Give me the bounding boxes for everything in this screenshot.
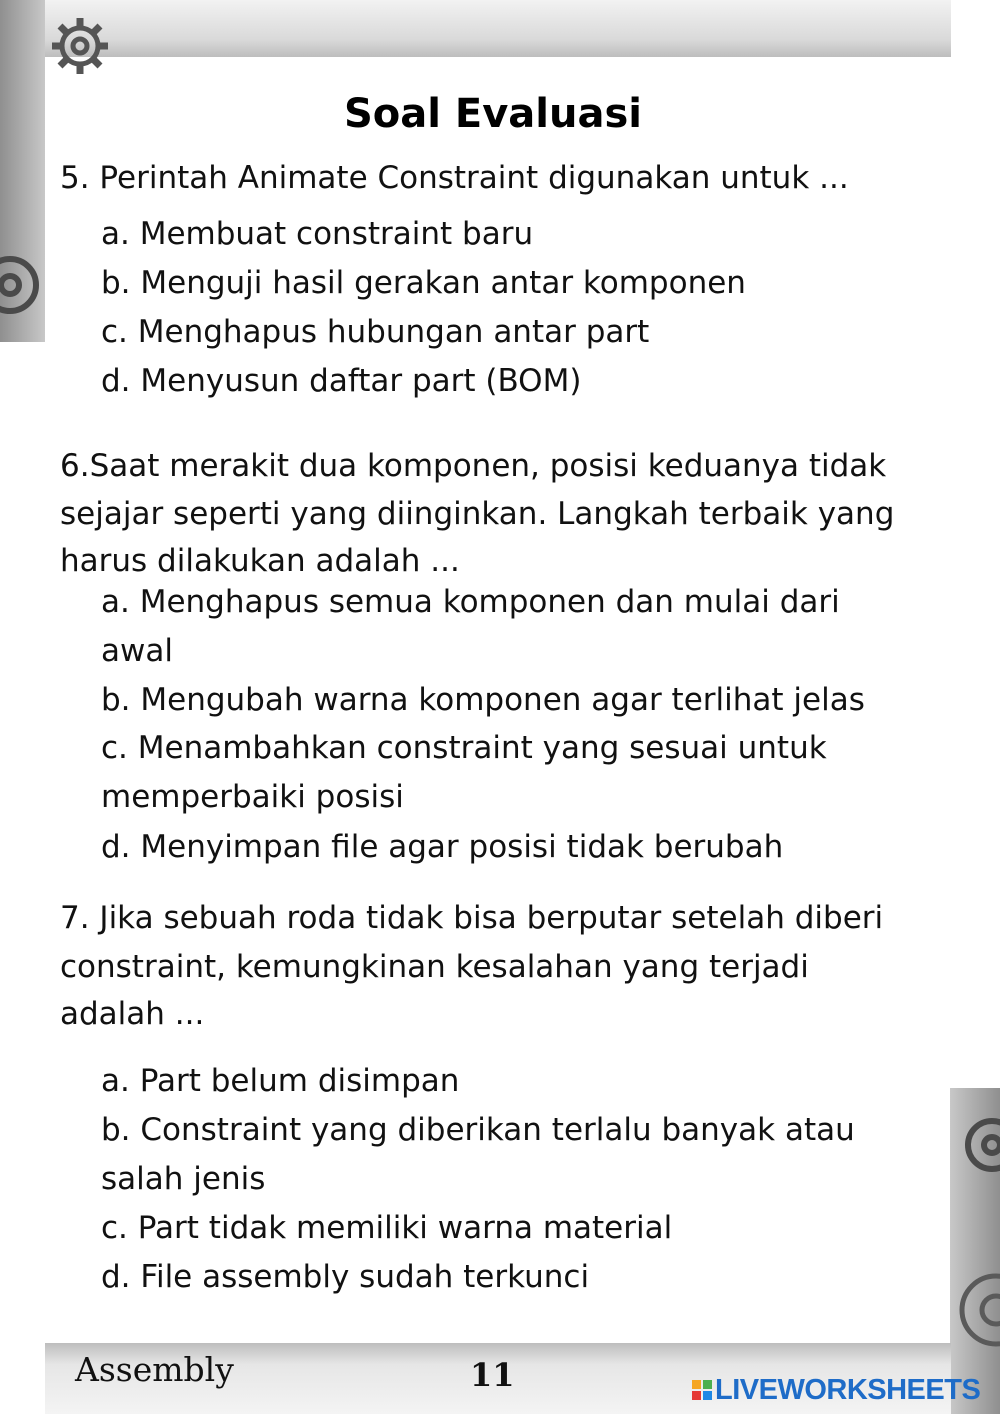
question-5-option-a: a. Membuat constraint baru (101, 216, 534, 252)
question-6-option-b: b. Mengubah warna komponen agar terlihat jelas (101, 682, 865, 718)
question-6-option-a: a. Menghapus semua komponen dan mulai dari (101, 584, 840, 620)
liveworksheets-brand[interactable] (692, 1372, 980, 1408)
header-decoration-band (45, 0, 951, 57)
question-5-option-b: b. Menguji hasil gerakan antar komponen (101, 265, 746, 301)
footer-chapter-label: Assembly (75, 1350, 234, 1389)
gear-icon (952, 1100, 1000, 1190)
question-6-option-c-continued: memperbaiki posisi (101, 779, 404, 815)
question-6-text-line-1: 6.Saat merakit dua komponen, posisi keduanya tidak (60, 448, 887, 484)
gear-icon (0, 240, 46, 330)
brand-text: LIVEWORKSHEETS (715, 1373, 981, 1406)
question-7-option-a: a. Part belum disimpan (101, 1063, 460, 1099)
question-5-option-c: c. Menghapus hubungan antar part (101, 314, 650, 350)
question-7-text-line-2: constraint, kemungkinan kesalahan yang terjadi (60, 949, 809, 985)
question-7-text-line-3: adalah ... (60, 996, 205, 1032)
question-7-text-line-1: 7. Jika sebuah roda tidak bisa berputar setelah diberi (60, 900, 884, 936)
question-7-option-c: c. Part tidak memiliki warna material (101, 1210, 673, 1246)
question-6-text-line-3: harus dilakukan adalah ... (60, 543, 460, 579)
question-7-option-b-continued: salah jenis (101, 1161, 266, 1197)
gear-icon (952, 1250, 1000, 1370)
question-6-option-a-continued: awal (101, 633, 173, 669)
question-6-option-d: d. Menyimpan file agar posisi tidak berubah (101, 829, 784, 865)
question-5-text: 5. Perintah Animate Constraint digunakan untuk ... (60, 160, 849, 196)
question-7-option-b: b. Constraint yang diberikan terlalu banyak atau (101, 1112, 855, 1148)
question-6-text-line-2: sejajar seperti yang diinginkan. Langkah terbaik yang (60, 496, 895, 532)
question-6-option-c: c. Menambahkan constraint yang sesuai untuk (101, 730, 827, 766)
question-7-option-d: d. File assembly sudah terkunci (101, 1259, 590, 1295)
page-number: 11 (470, 1356, 515, 1394)
liveworksheets-logo-icon (692, 1380, 712, 1400)
gear-icon (48, 14, 112, 78)
page-title: Soal Evaluasi (343, 91, 642, 137)
question-5-option-d: d. Menyusun daftar part (BOM) (101, 363, 582, 399)
